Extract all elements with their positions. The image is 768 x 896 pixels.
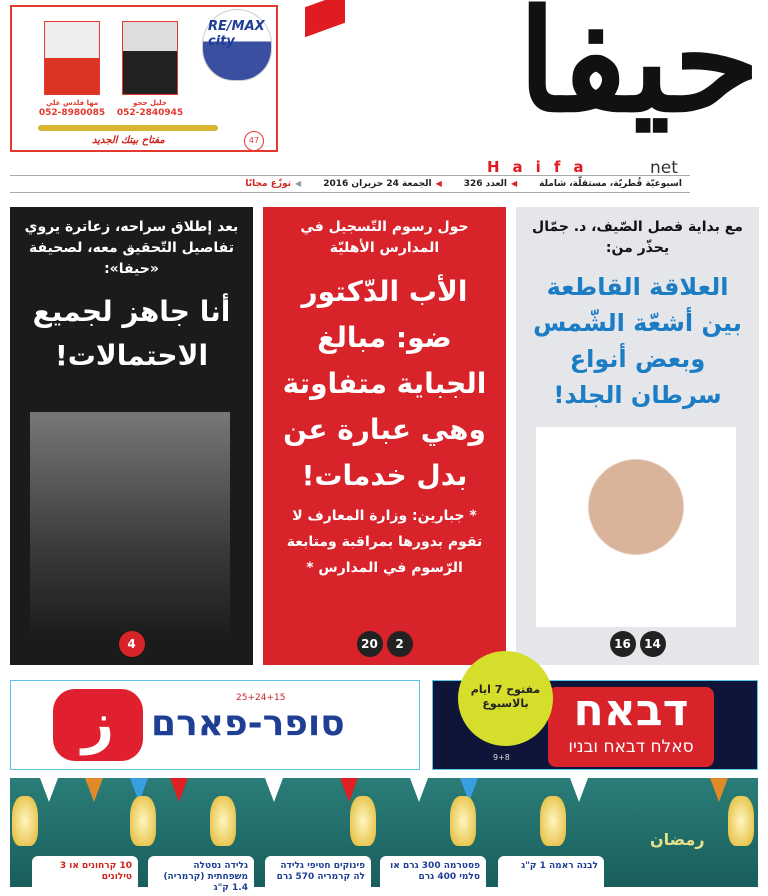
story-headline: الأب الدّكتور ضو: مبالغ الجباية متفاوتة وهي عبارة عن بدل خدمات! — [282, 275, 487, 492]
flag-decoration — [570, 778, 588, 802]
masthead-latin: Haifa — [487, 158, 597, 176]
flag-decoration — [410, 778, 428, 802]
superpharm-name: סופר-פארם — [151, 703, 345, 744]
lantern-decoration — [540, 796, 566, 846]
lantern-decoration — [350, 796, 376, 846]
dabah-name: דבאח — [573, 685, 689, 736]
dabah-ad[interactable] — [432, 680, 758, 770]
agent-photo — [122, 21, 178, 95]
superpharm-logo: ﺯ — [53, 689, 143, 761]
offer-card[interactable]: פסטרמה 300 גרם או סלמי 400 גרם — [380, 856, 486, 896]
story-sun-cancer[interactable] — [516, 207, 759, 665]
ad-pages: 25+24+15 — [236, 693, 286, 703]
page-badge[interactable]: 14 — [640, 631, 666, 657]
offer-card[interactable]: 10 קרחונים או 3 טילונים — [32, 856, 138, 896]
ramadan-banner[interactable] — [10, 778, 758, 893]
page-badge[interactable]: 2 — [387, 631, 413, 657]
lantern-decoration — [130, 796, 156, 846]
page-badge[interactable]: 4 — [119, 631, 145, 657]
ad-pages: 9+8 — [493, 753, 510, 762]
masthead-logo[interactable]: حيفا — [305, 0, 760, 170]
page-badge[interactable]: 16 — [610, 631, 636, 657]
story-school-fees[interactable] — [263, 207, 506, 665]
flag-decoration — [170, 778, 188, 802]
triangle-icon: ◀ — [295, 179, 302, 188]
flag-decoration — [40, 778, 58, 802]
lantern-decoration — [210, 796, 236, 846]
info-bar — [10, 175, 690, 193]
ramadan-title: رمضان — [650, 830, 705, 849]
lantern-decoration — [12, 796, 38, 846]
superpharm-ad[interactable] — [10, 680, 420, 770]
page-badge: 47 — [244, 131, 264, 151]
triangle-icon: ◀ — [511, 179, 518, 188]
lantern-decoration — [450, 796, 476, 846]
key-icon — [38, 125, 218, 131]
open-days-badge: مفتوح 7 ايام بالاسبوع — [458, 651, 553, 746]
story-headline: أنا جاهز لجميع الاحتمالات! — [32, 295, 231, 372]
flag-decoration — [710, 778, 728, 802]
offer-card[interactable]: גלידה נסטלה משפחתית (קרמריה) 1.4 ק"ג — [148, 856, 254, 896]
triangle-icon: ◀ — [435, 179, 442, 188]
remax-ad[interactable] — [10, 5, 278, 152]
story-kicker: بعد إطلاق سراحه، زعاترة يروي تفاصيل التّحقيق معه، لصحيفة «حيفا»: — [24, 219, 239, 277]
offer-card[interactable]: לבנה ראמה 1 ק"ג — [498, 856, 604, 896]
story-kicker: مع بداية فصل الصّيف، د. جمّال يحذّر من: — [532, 219, 743, 256]
agent-name: مها قلدس علي — [45, 99, 99, 107]
offer-card[interactable]: פינוקים חטיפי גלידה לה קרמריה 570 גרם — [265, 856, 371, 896]
agent-phone: 052-2840945 — [116, 108, 184, 118]
story-headline: العلاقة القاطعة بين أشعّة الشّمس وبعض أنواع سرطان الجلد! — [533, 273, 742, 409]
story-zaatreh[interactable] — [10, 207, 253, 665]
flag-decoration — [265, 778, 283, 802]
free-distribution: توزّع مجانًا — [245, 179, 292, 189]
ad-slogan: مفتاح بيتك الجديد — [92, 135, 165, 146]
story-subhead: * جبارين: وزارة المعارف لا تقوم بدورها بمراقبة ومتابعة الرّسوم في المدارس * — [286, 508, 483, 576]
tagline: اسبوعيّة قُطريّة، مستقلّة، شاملة — [539, 179, 682, 189]
agent-photo — [44, 21, 100, 95]
flag-decoration — [85, 778, 103, 802]
logo-accent — [305, 0, 345, 37]
story-photo — [536, 427, 736, 627]
issue-number: العدد 326 — [463, 179, 508, 189]
story-kicker: حول رسوم التّسجيل في المدارس الأهليّة — [300, 219, 469, 256]
agent-name: خليل حجو — [133, 99, 167, 107]
remax-brand: RE/MAX city — [208, 19, 265, 49]
story-photo — [30, 412, 230, 642]
lantern-decoration — [728, 796, 754, 846]
dabah-sub: סאלח דבאח ובניו — [568, 737, 694, 757]
agent-phone: 052-8980085 — [38, 108, 106, 118]
masthead-suffix: net — [650, 158, 678, 178]
issue-date: الجمعة 24 حزيران 2016 — [323, 179, 432, 189]
page-badge[interactable]: 20 — [357, 631, 383, 657]
